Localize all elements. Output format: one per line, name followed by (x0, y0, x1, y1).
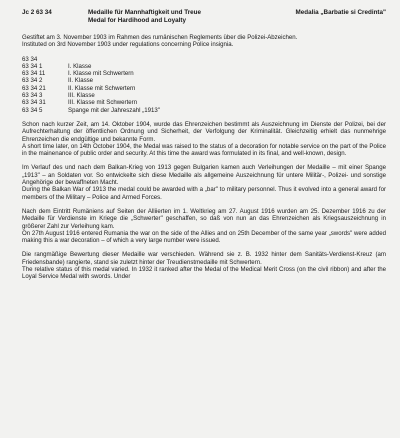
paragraph-english: A short time later, on 14th October 1904, the Medal was raised to the status of a decoration for notable service on the part of the Police in the mainenance of public order and security. At this time the award was formulated in its final, and well-known, design. (22, 142, 386, 158)
paragraph-2 (22, 164, 386, 200)
class-label: III. Klasse mit Schwertern (68, 99, 138, 107)
class-number: 63 34 5 (22, 106, 43, 114)
class-label: III. Klasse (68, 92, 95, 100)
paragraph-3 (22, 208, 386, 244)
intro-english: Instituted on 3rd November 1903 under regulations concerning Police insignia. (22, 41, 234, 49)
paragraph-german: Die rangmäßige Bewertung dieser Medaille war verschieden. Während sie z. B. 1932 hinter dem Sanitäts-Verdienst-Kreuz (am Friedensbande) rangierte, stand sie zuletzt hinter der Treudienstmedaille mit Schwertern. (22, 251, 386, 266)
class-number: 63 34 11 (22, 70, 46, 78)
class-row (22, 70, 386, 77)
paragraph-1 (22, 121, 386, 157)
class-list (22, 56, 386, 114)
class-row (22, 56, 386, 63)
intro-block (22, 34, 386, 49)
medal-title-german: Medaille für Mannhaftigkeit und Treue (88, 9, 202, 16)
paragraph-english: The relative status of this medal varied. In 1932 it ranked after the Medal of the Medical Merit Cross (on the civil ribbon) and after the Loyal Service Medal with swords. Under (22, 266, 386, 281)
medal-title (88, 9, 201, 25)
class-row (22, 85, 386, 92)
intro-german: Gestiftet am 3. November 1903 im Rahmen des rumänischen Reglements über die Polizei-Abzeichen. (22, 34, 298, 41)
class-label: Spange mit der Jahreszahl „1913" (68, 106, 160, 114)
paragraph-4 (22, 251, 386, 280)
medal-title-english: Medal for Hardihood and Loyalty (88, 17, 186, 24)
paragraph-german: Im Verlauf des und nach dem Balkan-Krieg von 1913 gegen Bulgarien kamen auch Verleihungen der Medaille – mit einer Spange „1913" – an Soldaten vor. So entwickelte sich diese Medaille als allgemeine Auszeichnung für untere Militär-, Polizei- und sonstige Angehörige der bewaffneten Macht. (22, 164, 386, 187)
class-number: 63 34 2 (22, 77, 43, 85)
class-number: 63 34 1 (22, 62, 43, 70)
class-number: 63 34 (22, 55, 38, 63)
class-row (22, 77, 386, 84)
class-number: 63 34 31 (22, 99, 46, 107)
class-number: 63 34 3 (22, 92, 43, 100)
catalog-code: Jc 2 63 34 (22, 9, 52, 16)
class-row (22, 107, 386, 114)
class-row (22, 92, 386, 99)
class-label: II. Klasse (68, 77, 94, 85)
page-header (22, 9, 386, 27)
class-label: II. Klasse mit Schwertern (68, 84, 136, 92)
paragraph-english: During the Balkan War of 1913 the medal could be awarded with a „bar" to military personnel. Thus it evolved into a general award for members of the Military – Police and Armed Forces. (22, 186, 386, 201)
class-label: I. Klasse mit Schwertern (68, 70, 134, 78)
paragraph-german: Nach dem Eintritt Rumäniens auf Seiten der Alliierten im 1. Weltkrieg am 27. August 1916 wurden am 25. Dezember 1916 zu der Medaille für Verdienste im Kriege die „Schwerter" geschaffen, so daß von nun an das Ehrenzeichen als Kriegsauszeichnung in größerer Zahl zur Verleihung kam. (22, 207, 386, 230)
paragraph-english: On 27th August 1916 entered Rumania the war on the side of the Allies and on 25th December of the same year „swords" were added making this a war decoration – of which a very large number were issued. (22, 229, 386, 245)
class-row (22, 63, 386, 70)
class-label: I. Klasse (68, 62, 92, 70)
medal-title-romanian: Medalia „Barbatie si Credinta" (295, 9, 386, 16)
paragraph-german: Schon nach kurzer Zeit, am 14. Oktober 1904, wurde das Ehrenzeichen bestimmt als Auszeichnung im Dienste der Polizei, bei der Aufrechterhaltung der öffentlichen Ordnung und Sicherheit, der Verfolgung der Kriminalität. Gleichzeitig erhielt das nunmehrige Ehrenzeichen die endgültige und bekannte Form. (22, 120, 386, 143)
class-row (22, 99, 386, 106)
class-number: 63 34 21 (22, 84, 46, 92)
